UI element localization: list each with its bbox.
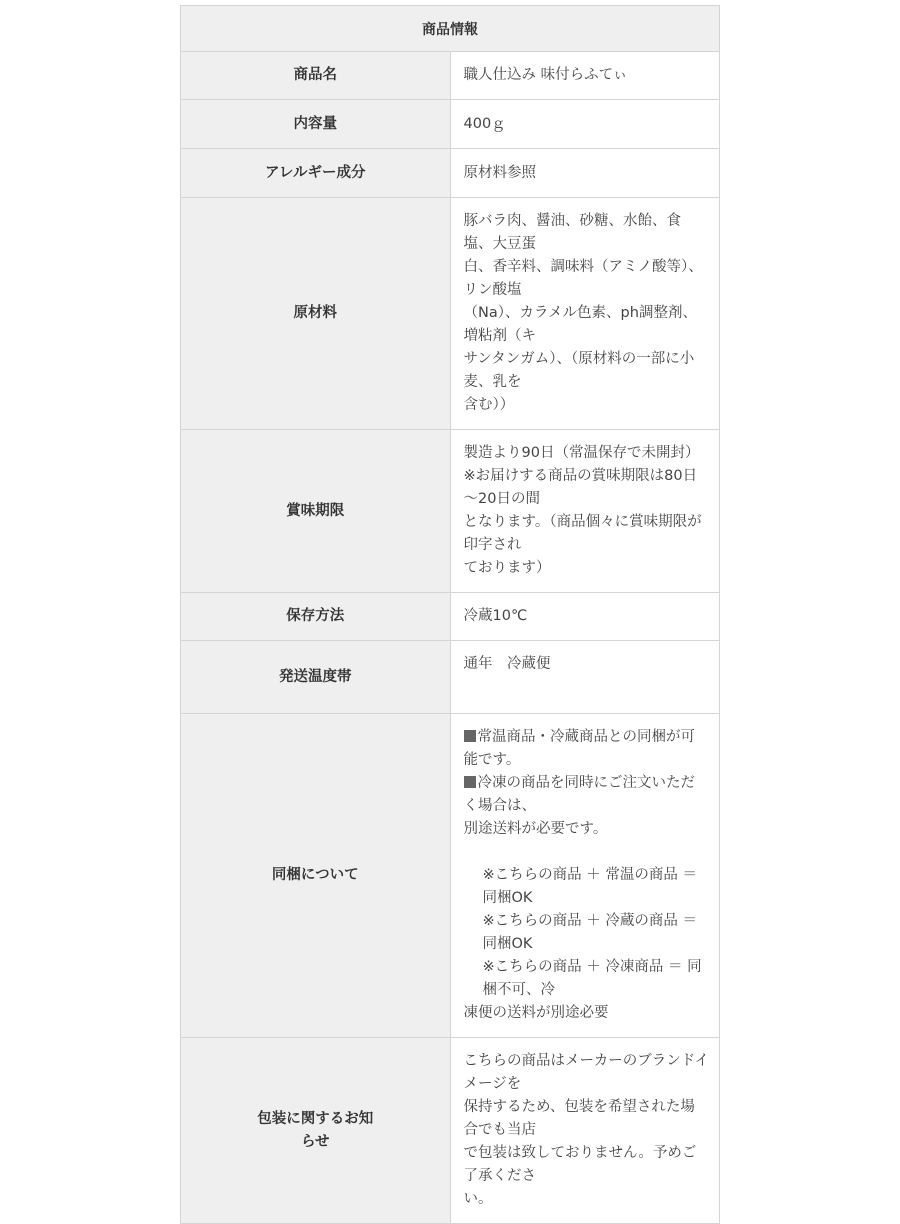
product-info-table	[180, 5, 720, 1224]
square-bullet-icon	[464, 730, 476, 742]
ingredients-line: 白、香辛料、調味料（アミノ酸等）、リン酸塩	[463, 259, 703, 298]
blank-line	[464, 841, 710, 864]
packaging-label: 包装に関するお知 らせ	[181, 1038, 451, 1224]
content-amount-value: 400ｇ	[450, 100, 720, 149]
row-bundling	[181, 714, 720, 1038]
expiry-line: 製造より90日（常温保存で未開封）	[463, 445, 700, 461]
ingredients-line: サンタンガム）、（原材料の一部に小麦、乳を	[463, 351, 695, 390]
storage-label: 保存方法	[181, 593, 451, 641]
ingredients-label: 原材料	[181, 198, 451, 430]
packaging-line: い。	[463, 1191, 493, 1207]
product-name-label: 商品名	[181, 52, 451, 100]
expiry-line: ております）	[463, 560, 551, 576]
shipping-value: 通年 冷蔵便	[450, 641, 720, 714]
ingredients-value	[450, 198, 720, 430]
bundling-note: ※こちらの商品 ＋ 常温の商品 ＝ 同梱OK	[482, 867, 702, 906]
row-storage	[181, 593, 720, 641]
row-allergy	[181, 149, 720, 198]
packaging-line: で包装は致しておりません。予めご了承くださ	[463, 1145, 697, 1184]
row-shipping	[181, 641, 720, 714]
ingredients-line: （Na）、カラメル色素、ph調整剤、増粘剤（キ	[463, 305, 697, 344]
bundling-bullet: 常温商品・冷蔵商品との同梱が可能です。	[463, 729, 695, 768]
row-content-amount	[181, 100, 720, 149]
ingredients-line: 豚バラ肉、醤油、砂糖、水飴、食塩、大豆蛋	[463, 213, 681, 252]
content-amount-label: 内容量	[181, 100, 451, 149]
row-expiry	[181, 430, 720, 593]
packaging-line: こちらの商品はメーカーのブランドイメージを	[463, 1053, 709, 1092]
bundling-text: 別途送料が必要です。	[463, 821, 608, 837]
square-bullet-icon	[464, 776, 476, 788]
table-title: 商品情報	[181, 6, 720, 52]
ingredients-line: 含む））	[463, 397, 515, 413]
row-product-name	[181, 52, 720, 100]
allergy-label: アレルギー成分	[181, 149, 451, 198]
header-row	[181, 6, 720, 52]
row-packaging	[181, 1038, 720, 1224]
row-ingredients	[181, 198, 720, 430]
packaging-line: 保持するため、包装を希望された場合でも当店	[463, 1099, 695, 1138]
storage-value: 冷蔵10℃	[450, 593, 720, 641]
expiry-line: ※お届けする商品の賞味期限は80日～20日の間	[463, 468, 698, 507]
shipping-label: 発送温度帯	[181, 641, 451, 714]
bundling-note: ※こちらの商品 ＋ 冷凍商品 ＝ 同梱不可、冷	[482, 959, 702, 998]
bundling-value	[450, 714, 720, 1038]
expiry-value	[450, 430, 720, 593]
bundling-note: ※こちらの商品 ＋ 冷蔵の商品 ＝ 同梱OK	[482, 913, 702, 952]
bundling-bullet: 冷凍の商品を同時にご注文いただく場合は、	[463, 775, 695, 814]
bundling-note: 凍便の送料が別途必要	[463, 1005, 609, 1021]
allergy-value: 原材料参照	[450, 149, 720, 198]
expiry-line: となります。（商品個々に賞味期限が印字され	[463, 514, 702, 553]
product-name-value: 職人仕込み 味付らふてぃ	[450, 52, 720, 100]
bundling-label: 同梱について	[181, 714, 451, 1038]
expiry-label: 賞味期限	[181, 430, 451, 593]
packaging-value	[450, 1038, 720, 1224]
